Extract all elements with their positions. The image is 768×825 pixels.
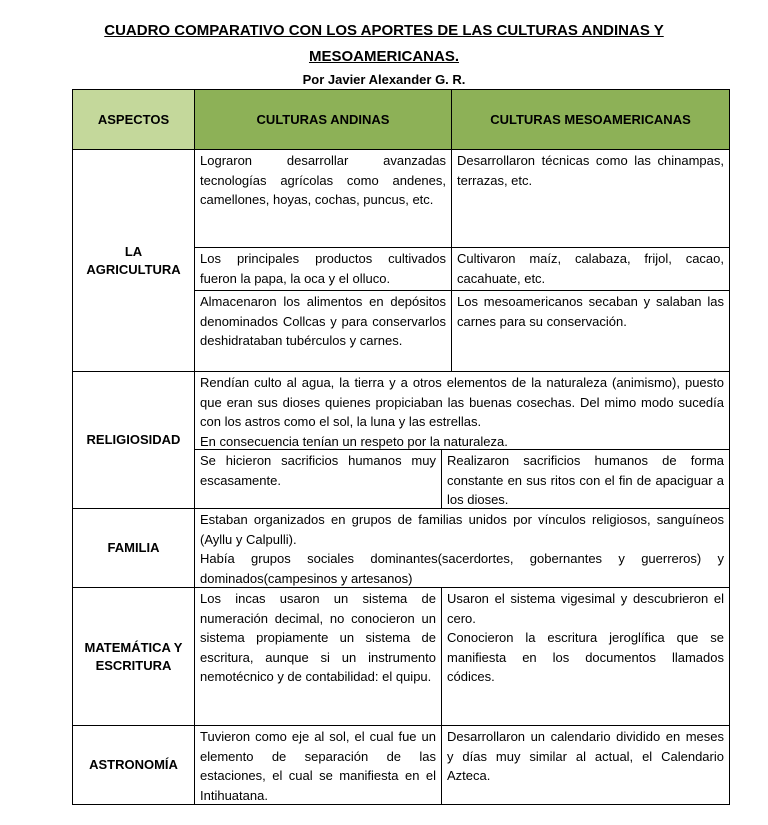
aspect-matematica-line2: ESCRITURA [95, 657, 172, 673]
header-aspects [72, 89, 195, 150]
header-aspects-label: ASPECTOS [97, 111, 170, 127]
agricultura-andinas-3: Almacenaron los alimentos en depósitos denominados Collcas y para conservarlos deshidrataban tubérculos y carnes. [194, 290, 452, 372]
religiosidad-shared-text-2: En consecuencia tenían un respeto por la naturaleza. [200, 433, 508, 449]
religiosidad-shared [194, 371, 730, 450]
religiosidad-andinas: Se hicieron sacrificios humanos muy escasamente. [194, 449, 442, 509]
aspect-matematica-escritura [72, 587, 195, 726]
familia-shared-text-2: Había grupos sociales dominantes(sacerdortes, gobernantes y guerreros) y dominados(campesinos y artesanos) [200, 551, 724, 586]
aspect-matematica-line1: MATEMÁTICA Y [84, 639, 183, 655]
agricultura-andinas-2: Los principales productos cultivados fueron la papa, la oca y el olluco. [194, 247, 452, 291]
astronomia-andinas: Tuvieron como eje al sol, el cual fue un elemento de separación de las estaciones, el cual se manifiesta en el Intihuatana. [194, 725, 442, 805]
aspect-religiosidad-label: RELIGIOSIDAD [86, 432, 181, 447]
aspect-religiosidad [72, 371, 195, 509]
agricultura-meso-1: Desarrollaron técnicas como las chinampas, terrazas, etc. [451, 149, 730, 248]
matematica-meso [441, 587, 730, 726]
aspect-familia [72, 508, 195, 588]
aspect-astronomia [72, 725, 195, 805]
matematica-andinas: Los incas usaron un sistema de numeración decimal, no conocieron un sistema propiamente un sistema de escritura, aunque si un instrumento nemotécnico y de contabilidad: el quipu. [194, 587, 442, 726]
document-title-line-1: CUADRO COMPARATIVO CON LOS APORTES DE LAS CULTURAS ANDINAS Y [104, 22, 664, 39]
agricultura-andinas-1: Lograron desarrollar avanzadas tecnologías agrícolas como andenes, camellones, hoyas, cochas, puncus, etc. [194, 149, 452, 248]
aspect-agricultura-line1: LA [124, 243, 143, 259]
religiosidad-meso: Realizaron sacrificios humanos de forma constante en sus ritos con el fin de apaciguar a los dioses. [441, 449, 730, 509]
familia-shared [194, 508, 730, 588]
header-culturas-mesoamericanas [451, 89, 730, 150]
agricultura-meso-2: Cultivaron maíz, calabaza, frijol, cacao, cacahuate, etc. [451, 247, 730, 291]
religiosidad-shared-text-1: Rendían culto al agua, la tierra y a otros elementos de la naturaleza (animismo), puesto que eran sus dioses quienes propiciaban las buenas cosechas. Del mimo modo sucedía con los astros como el sol, la luna y las estrellas. [200, 375, 724, 429]
aspect-familia-label: FAMILIA [107, 540, 160, 555]
matematica-meso-text-2: Conocieron la escritura jeroglífica que se manifiesta en los documentos llamados códices. [447, 630, 724, 684]
header-andinas-label: CULTURAS ANDINAS [256, 111, 390, 127]
agricultura-meso-3: Los mesoamericanos secaban y salaban las carnes para su conservación. [451, 290, 730, 372]
astronomia-meso: Desarrollaron un calendario dividido en meses y días muy similar al actual, el Calendario Azteca. [441, 725, 730, 805]
header-meso-label: CULTURAS MESOAMERICANAS [490, 111, 691, 127]
header-culturas-andinas [194, 89, 452, 150]
familia-shared-text-1: Estaban organizados en grupos de familias unidos por vínculos religiosos, sanguíneos (Ayllu y Calpulli). [200, 512, 724, 547]
document-author: Por Javier Alexander G. R. [302, 72, 466, 87]
aspect-agricultura-line2: AGRICULTURA [86, 261, 181, 277]
document-title-line-2: MESOAMERICANAS. [308, 48, 459, 65]
matematica-meso-text-1: Usaron el sistema vigesimal y descubrieron el cero. [447, 591, 724, 626]
aspect-agricultura [72, 149, 195, 372]
aspect-astronomia-label: ASTRONOMÍA [89, 757, 178, 772]
